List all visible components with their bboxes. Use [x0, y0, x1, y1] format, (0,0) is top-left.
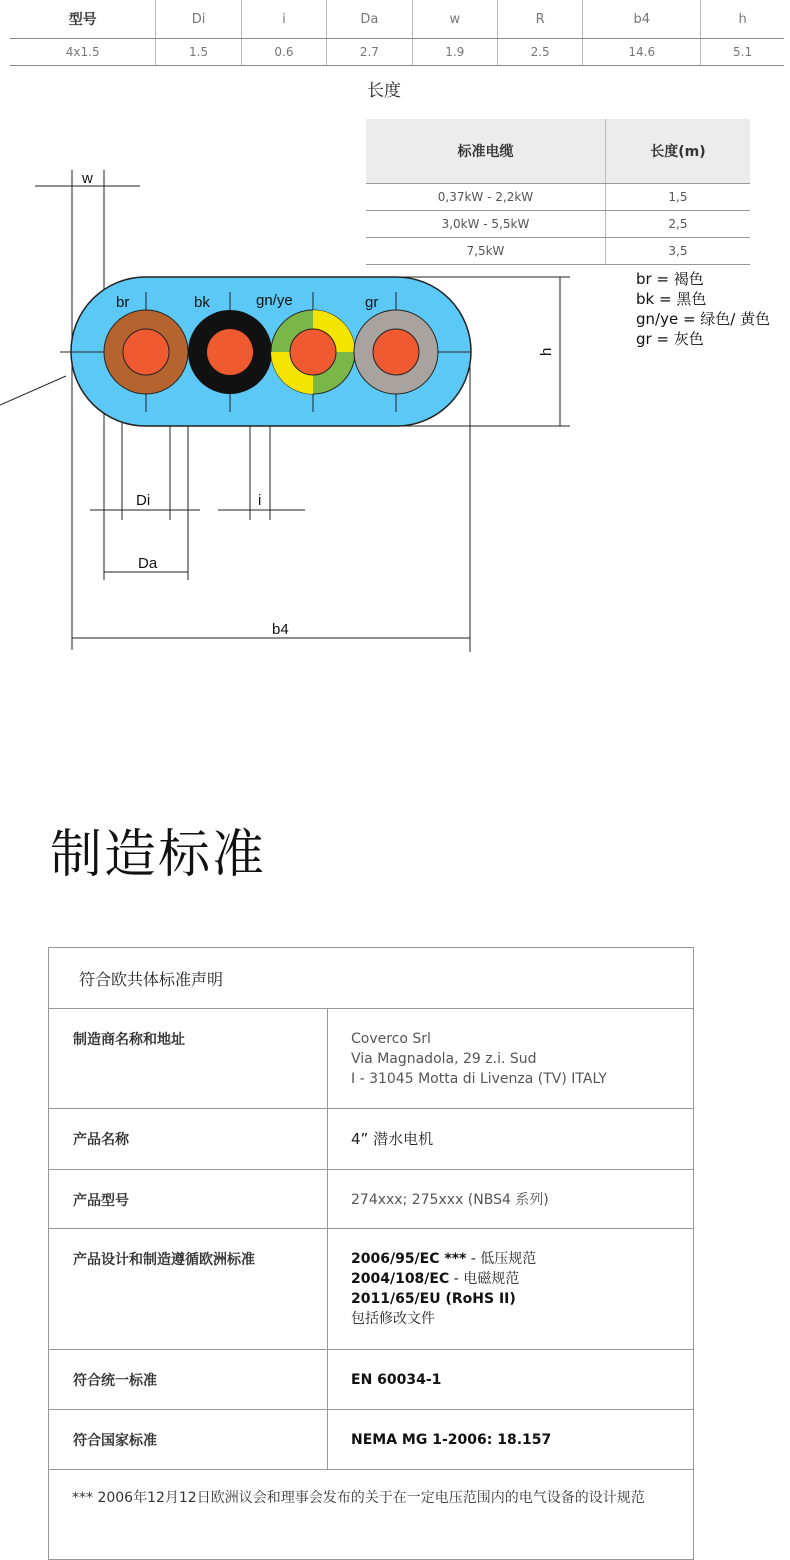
length-cell: 7,5kW: [366, 238, 605, 265]
manufacturer-line: I - 31045 Motta di Livenza (TV) ITALY: [351, 1071, 607, 1087]
length-header-cell: 标准电缆: [366, 119, 605, 184]
national-label: 符合国家标准: [49, 1410, 328, 1469]
cable-cross-section-diagram: [0, 160, 620, 660]
conductor-brown: [104, 310, 188, 394]
length-cell: 2,5: [605, 211, 750, 238]
declaration-table: [48, 947, 694, 1560]
legend-item: bk = 黑色: [636, 290, 707, 308]
model-value: 274xxx; 275xxx (NBS4 系列): [351, 1192, 549, 1208]
table-row: [49, 1170, 693, 1229]
length-cell: 0,37kW - 2,2kW: [366, 184, 605, 211]
spec-header-cell: i: [241, 0, 326, 39]
spec-cell: 5.1: [701, 39, 784, 66]
spec-header-cell: 型号: [10, 0, 156, 39]
design-line: 2011/65/EU (RoHS II): [351, 1291, 516, 1307]
label-br: br: [116, 294, 130, 311]
table-row: [49, 1009, 693, 1109]
length-title: 长度: [367, 81, 401, 101]
product-label: 产品名称: [49, 1109, 328, 1169]
design-value: [328, 1229, 693, 1349]
color-legend: [636, 269, 770, 349]
spec-header-row: [10, 0, 784, 39]
design-line: 2004/108/EC - 电磁规范: [351, 1271, 520, 1287]
label-bk: bk: [194, 294, 210, 311]
legend-item: gn/ye = 绿色/ 黄色: [636, 310, 771, 328]
dim-Di: Di: [136, 492, 151, 509]
label-gr: gr: [365, 294, 379, 311]
spec-cell: 14.6: [583, 39, 701, 66]
legend-item: br = 褐色: [636, 270, 704, 288]
conductor-grey: [354, 310, 438, 394]
dim-w: w: [82, 170, 93, 187]
spec-header-cell: w: [412, 0, 497, 39]
spec-cell: 2.7: [327, 39, 412, 66]
design-label: 产品设计和制造遵循欧洲标准: [49, 1229, 328, 1349]
dim-h: h: [538, 347, 555, 356]
spec-header-cell: Di: [156, 0, 241, 39]
footnote: *** 2006年12月12日欧洲议会和理事会发布的关于在一定电压范围内的电气设备的设计规范: [72, 1490, 645, 1506]
section-title: 制造标准: [50, 825, 267, 885]
table-row: [49, 1229, 693, 1350]
table-row: [49, 1350, 693, 1410]
manufacturer-label: 制造商名称和地址: [49, 1009, 328, 1108]
dim-i: i: [258, 492, 262, 509]
length-cell: 3,5: [605, 238, 750, 265]
design-line: 2006/95/EC *** - 低压规范: [351, 1251, 537, 1267]
dim-Da: Da: [138, 555, 158, 572]
spec-header-cell: h: [701, 0, 784, 39]
dim-b4: b4: [272, 621, 289, 638]
model-label: 产品型号: [49, 1170, 328, 1228]
table-row: [49, 1109, 693, 1170]
conductor-black: [188, 310, 272, 394]
national-value: NEMA MG 1-2006: 18.157: [351, 1432, 552, 1448]
unified-value: EN 60034-1: [351, 1372, 442, 1388]
spec-cell: 2.5: [497, 39, 582, 66]
design-line: 包括修改文件: [351, 1311, 435, 1327]
spec-cell: 1.5: [156, 39, 241, 66]
length-header-cell: 长度(m): [605, 119, 750, 184]
table-row: [10, 39, 784, 66]
length-cell: 3,0kW - 5,5kW: [366, 211, 605, 238]
spec-cell: 0.6: [241, 39, 326, 66]
unified-label: 符合统一标准: [49, 1350, 328, 1409]
spec-cell: 4x1.5: [10, 39, 156, 66]
legend-item: gr = 灰色: [636, 330, 704, 348]
declaration-head: 符合欧共体标准声明: [49, 948, 693, 1009]
spec-cell: 1.9: [412, 39, 497, 66]
manufacturer-line: Coverco Srl: [351, 1031, 431, 1047]
spec-header-cell: b4: [583, 0, 701, 39]
conductor-green-yellow: [271, 310, 355, 394]
label-gnye: gn/ye: [256, 292, 293, 309]
manufacturer-line: Via Magnadola, 29 z.i. Sud: [351, 1051, 537, 1067]
table-row: [49, 1410, 693, 1470]
spec-header-cell: R: [497, 0, 582, 39]
spec-table: [10, 0, 784, 66]
manufacturer-value: [328, 1009, 693, 1108]
length-cell: 1,5: [605, 184, 750, 211]
spec-header-cell: Da: [327, 0, 412, 39]
product-value: 4” 潜水电机: [351, 1130, 434, 1148]
